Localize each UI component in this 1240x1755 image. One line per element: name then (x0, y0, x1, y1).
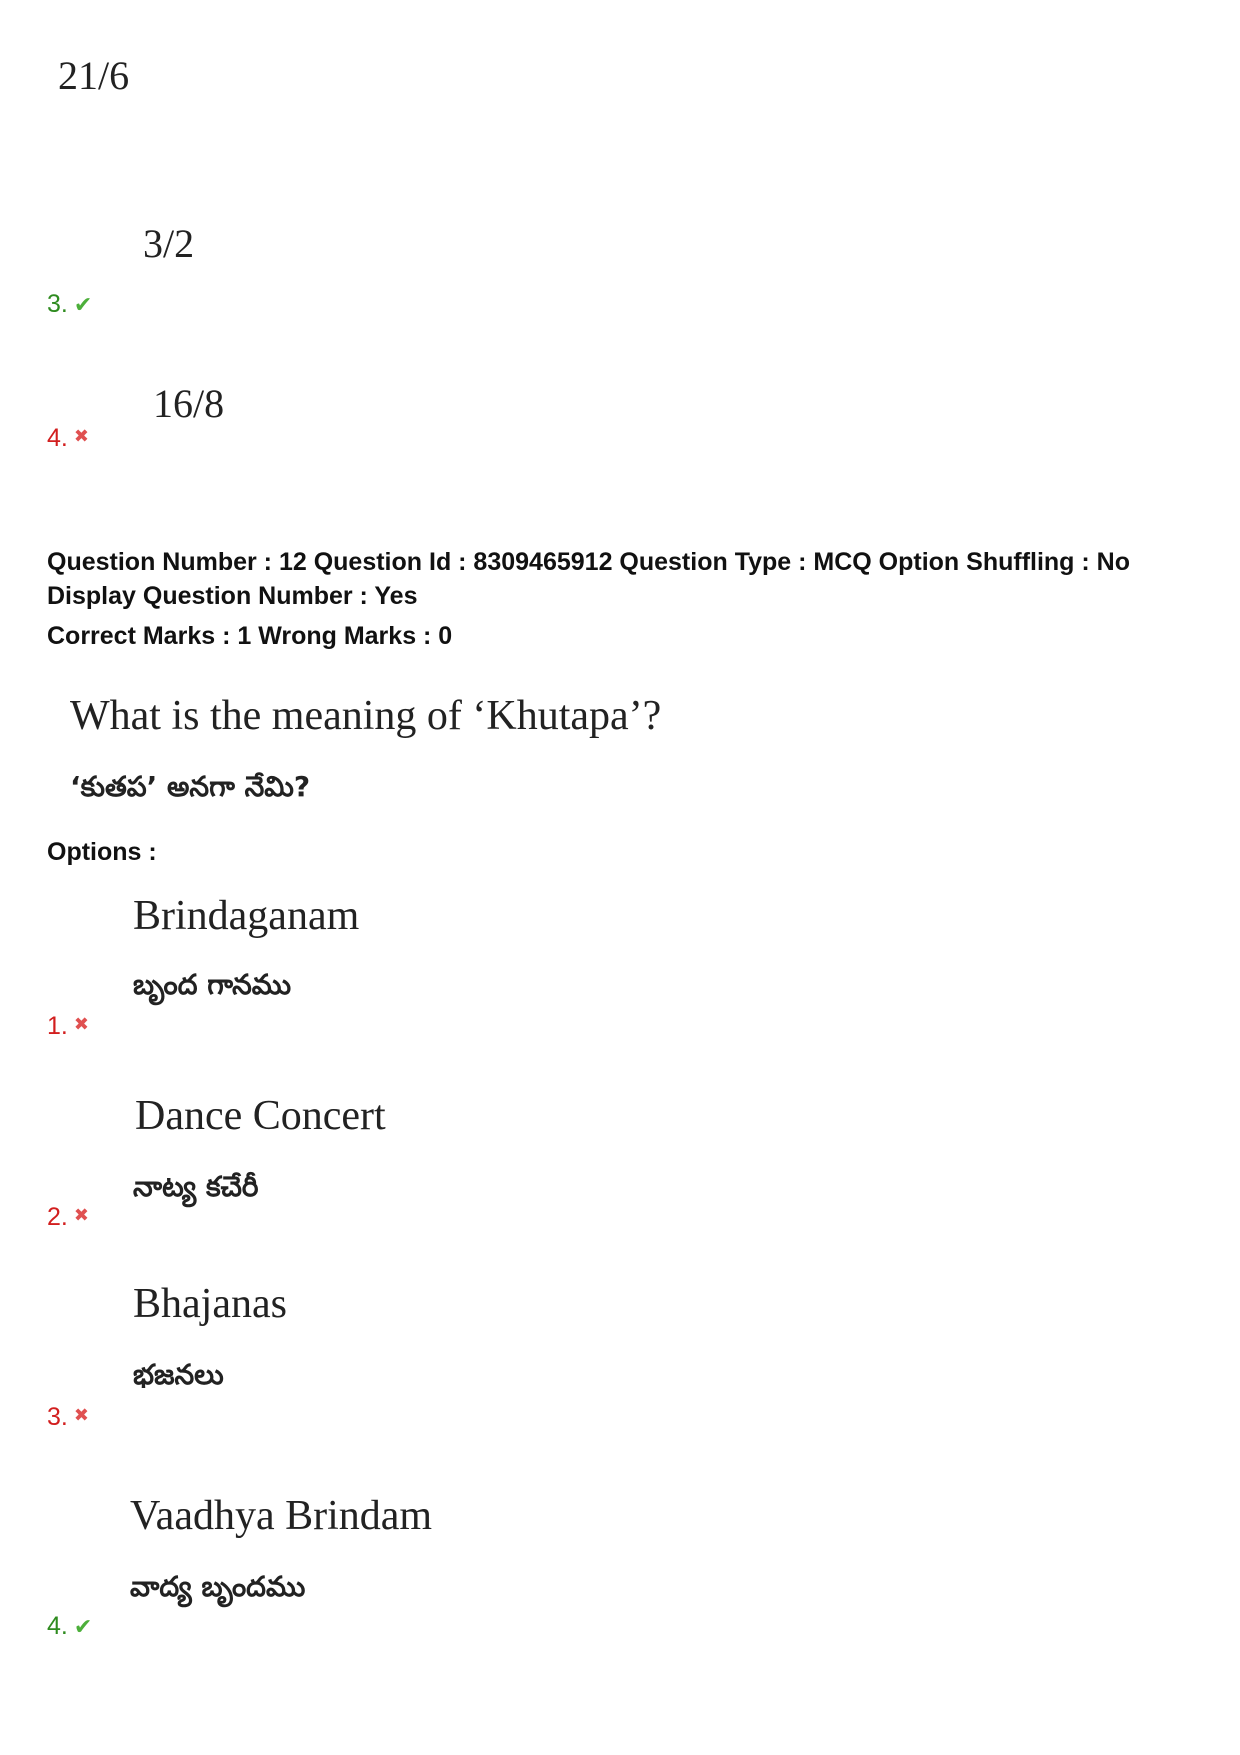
option-3-number: 3. ✔ (47, 290, 93, 318)
cross-icon: ✖ (73, 426, 89, 446)
cross-icon: ✖ (73, 1205, 89, 1225)
option-2-text-en: Dance Concert (135, 1093, 386, 1139)
question-meta-line1: Question Number : 12 Question Id : 8309465912 Question Type : MCQ Option Shuffling : No (47, 548, 1130, 576)
option-1-text-en: Brindaganam (133, 893, 360, 939)
check-icon: ✔ (73, 292, 93, 317)
option-4-value: 16/8 (153, 381, 225, 426)
option-3-number: 3. ✖ (47, 1403, 89, 1431)
question-text-en: What is the meaning of ‘Khutapa’? (70, 693, 662, 739)
question-text-te: ‘కుతప’ అనగా నేమి? (70, 770, 311, 803)
option-1-text-te: బృంద గానము (133, 968, 292, 1001)
option-1-number: 1. ✖ (47, 1012, 89, 1040)
option-3-text-te: భజనలు (133, 1358, 224, 1391)
option-3-value: 3/2 (143, 221, 195, 266)
fragment-value: 21/6 (58, 53, 130, 98)
cross-icon: ✖ (73, 1405, 89, 1425)
option-4-text-te: వాద్య బృందము (130, 1570, 306, 1603)
option-3-text-en: Bhajanas (133, 1281, 287, 1327)
cross-icon: ✖ (73, 1014, 89, 1034)
options-label: Options : (47, 838, 157, 866)
option-4-number: 4. ✖ (47, 424, 89, 452)
option-2-text-te: నాట్య కచేరీ (133, 1170, 259, 1203)
option-4-text-en: Vaadhya Brindam (130, 1493, 433, 1539)
check-icon: ✔ (73, 1614, 93, 1639)
question-meta-line2: Display Question Number : Yes (47, 582, 418, 610)
option-2-number: 2. ✖ (47, 1203, 89, 1231)
marks-line: Correct Marks : 1 Wrong Marks : 0 (47, 622, 453, 650)
option-4-number: 4. ✔ (47, 1612, 93, 1640)
